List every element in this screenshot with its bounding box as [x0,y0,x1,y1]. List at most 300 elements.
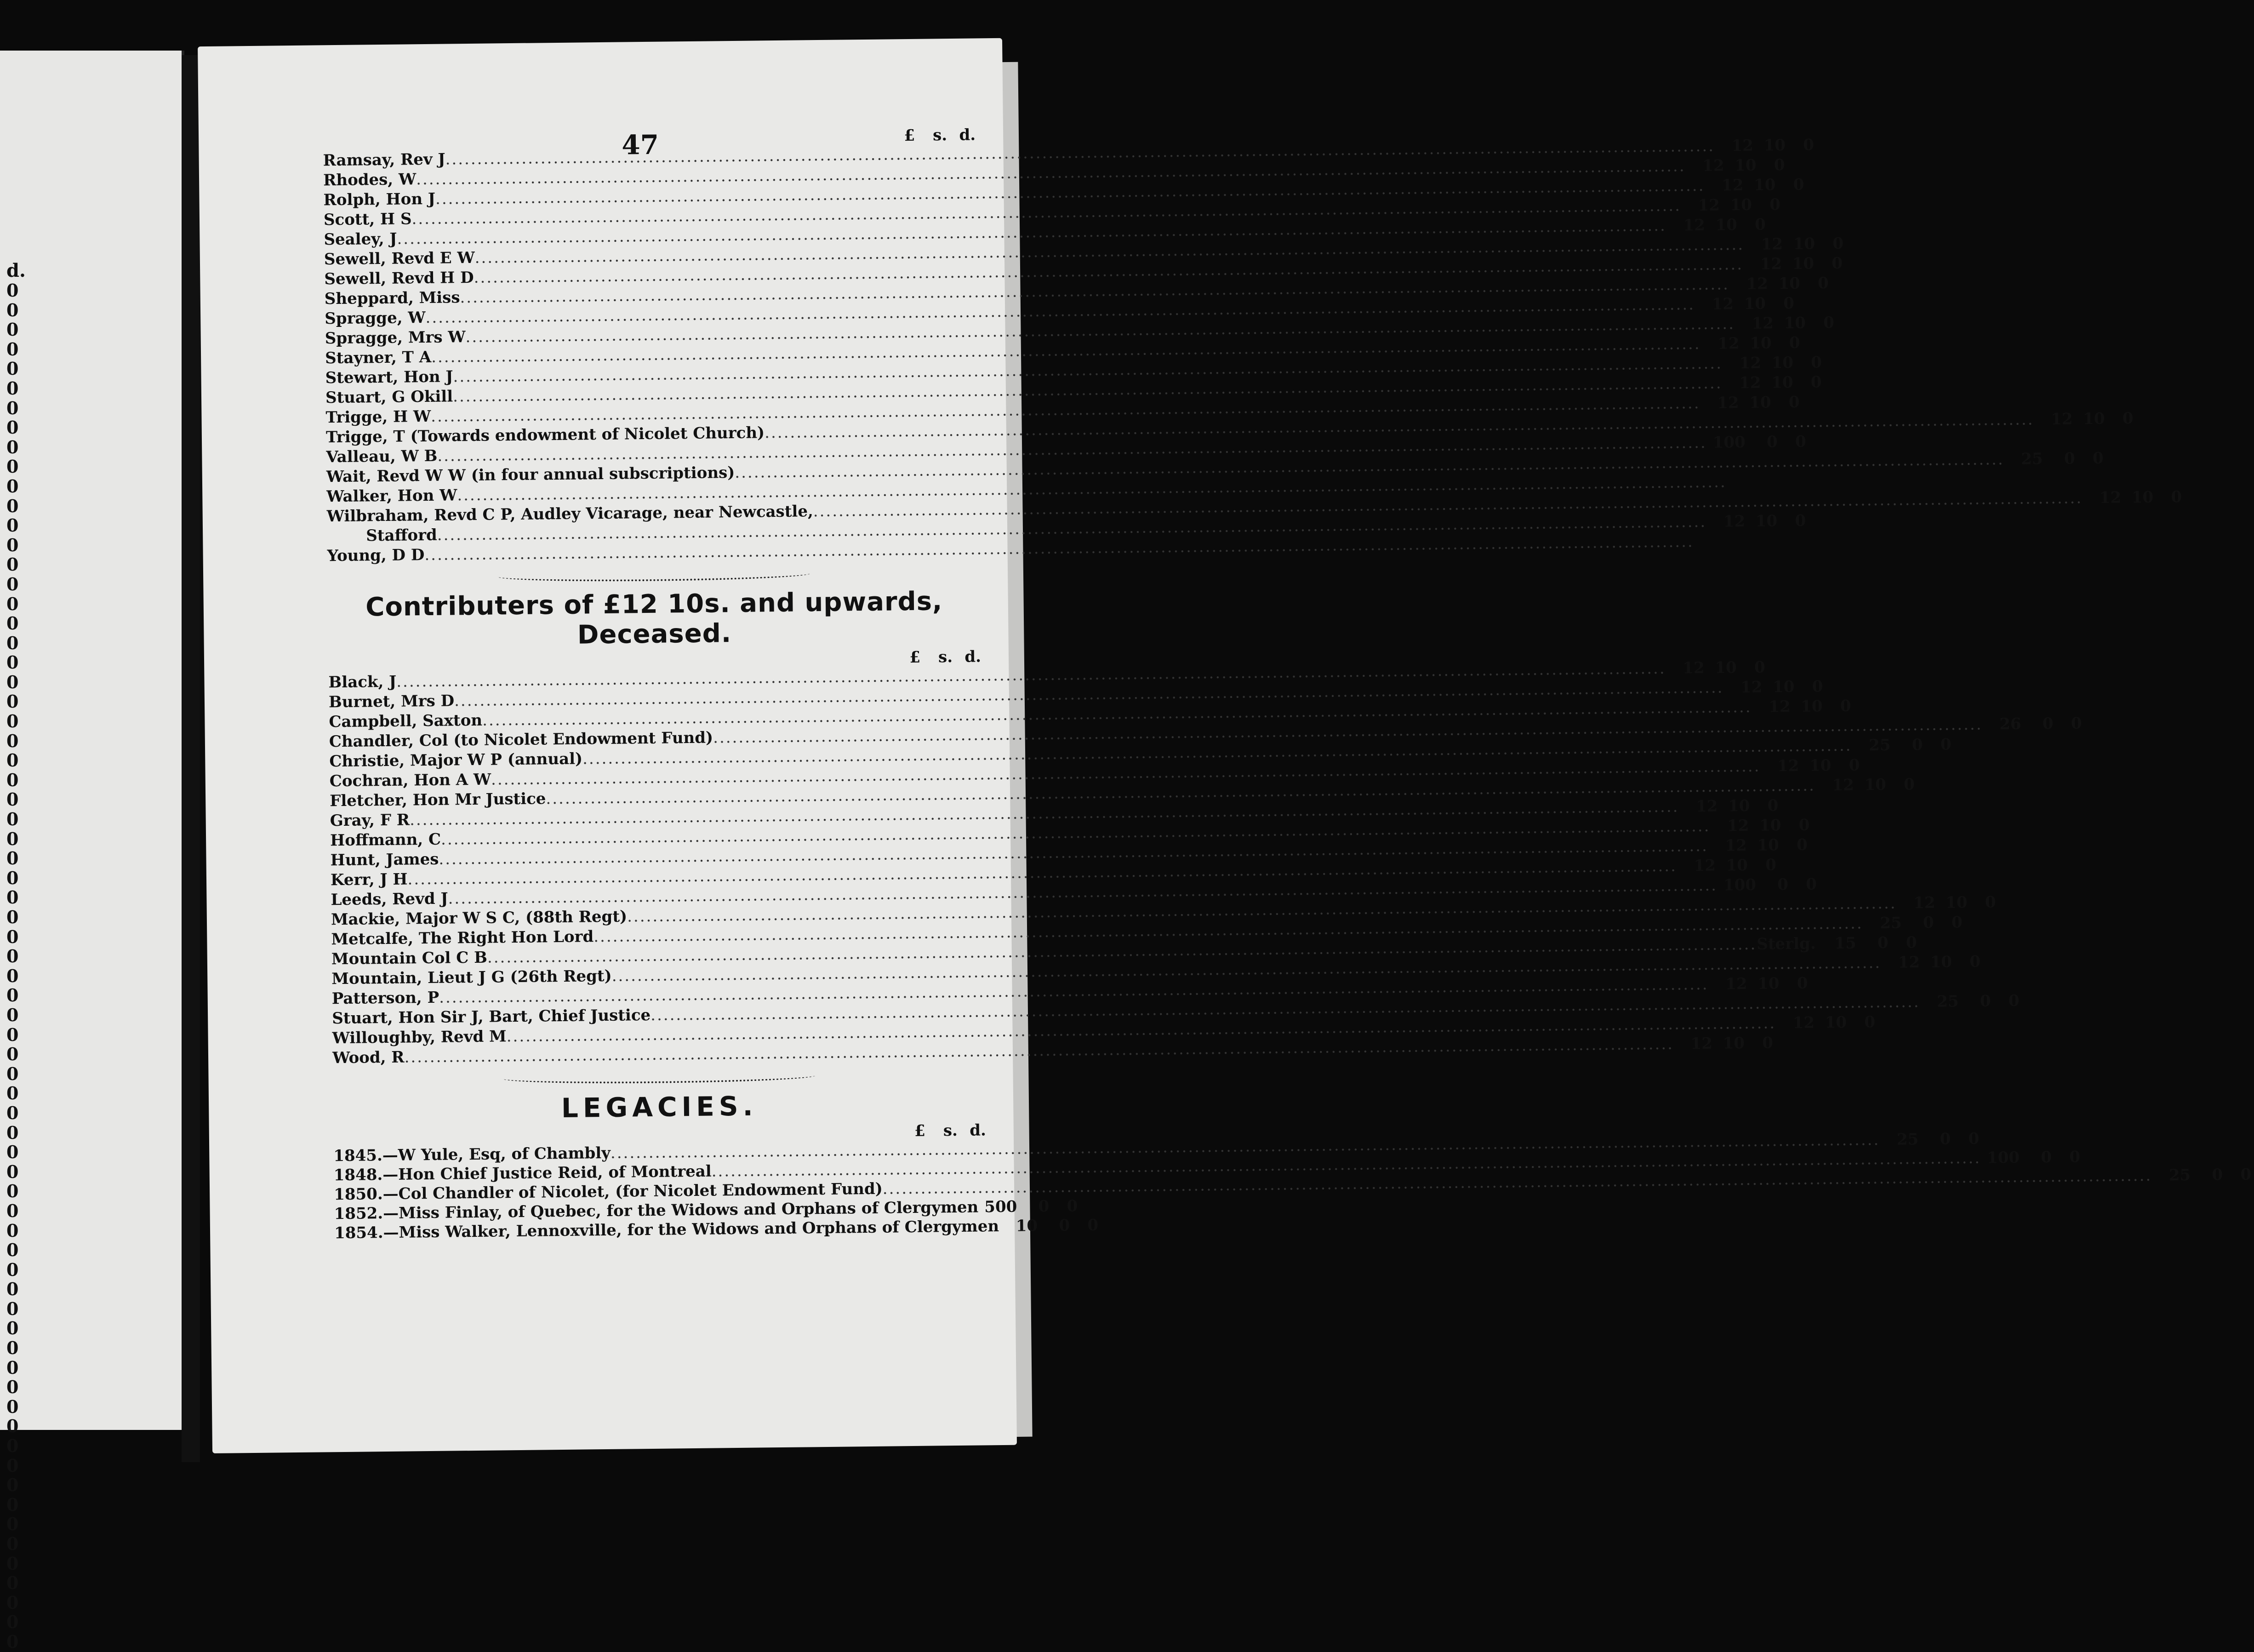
pence-value: 0 [1788,875,1817,895]
entry-name: Sealey, J [324,229,397,250]
pounds-value: 12 [1735,314,1774,334]
entry-amount [1674,1033,1773,1054]
entry-name: Gray, F R [330,810,410,831]
entry-amount [1881,952,1980,973]
shillings-value: 10 [1920,952,1952,972]
entry-name: Rhodes, W [323,170,417,190]
pence-value: 0 [6,1436,34,1456]
pounds-value: 12 [1743,254,1782,274]
pounds-value: 12 [1666,216,1705,236]
pence-value: 0 [1847,1012,1875,1033]
entry-name: Kerr, J H [331,869,408,890]
pence-value: 0 [1800,274,1829,294]
entry-amount [2152,1165,2251,1185]
pence-value: 0 [6,1064,34,1084]
shillings-value: 0 [1918,1129,1951,1149]
entry-name: Spragge, W [325,308,426,329]
pounds-value: 12 [1710,816,1749,836]
shillings-value: 10 [1739,393,1771,413]
entry-amount [1666,215,1766,235]
entry-amount [1700,393,1799,413]
pence-value: 0 [1745,1033,1773,1053]
shillings-value: 10 [1753,136,1786,156]
pence-value: 0 [6,1280,34,1299]
entry-name: Ramsay, Rev J [323,150,445,171]
entry-amount [1735,313,1834,334]
pence-value: 0 [1951,1129,1979,1149]
entry-name: 1850.—Col Chandler of Nicolet, (for Nicolet Endowment Fund) [334,1179,883,1204]
left-column-values [6,281,34,1652]
entry-name: Valleau, W B [326,446,437,468]
pence-value: 0 [1756,155,1785,176]
pence-value: 0 [1752,195,1780,215]
shillings-value: 10 [1761,373,1793,393]
entry-amount [1718,875,1817,895]
shillings-value: 10 [1734,294,1766,314]
entry-name: Hoffmann, C [330,830,441,851]
pence-value: 0 [6,947,34,966]
pence-value: 0 [6,732,34,751]
entry-amount [1685,155,1785,176]
pence-value: 0 [6,1378,34,1397]
entry-name: Mackie, Major W S C, (88th Regt) [331,907,628,930]
pounds-value: 25 [2004,449,2043,469]
shillings-value: 0 [2020,1148,2052,1167]
pence-value: 0 [6,1006,34,1025]
pence-value: 0 [6,1084,34,1103]
entry-amount [1700,333,1800,354]
entry-name: Wilbraham, Revd C P, Audley Vicarage, near Newcastle, [327,502,813,526]
pence-value: 0 [2153,487,2182,508]
entry-name: Trigge, T (Towards endowment of Nicolet Church) [326,423,765,447]
entry-name: Cochran, Hon A W [330,770,491,792]
pounds-value: 12 [1677,856,1716,876]
pounds-value: 12 [1705,176,1743,196]
pence-value: 0 [6,712,34,732]
pence-value: 0 [1771,393,1799,413]
pence-header: d. [947,126,976,144]
entry-name: Stuart, Hon Sir J, Bart, Chief Justice [332,1006,651,1029]
pence-value: 0 [6,1201,34,1221]
pounds-value: 100 [1981,1148,2020,1168]
entry-amount [1694,546,1793,547]
pounds-value: 12 [1881,953,1920,973]
pence-value: 0 [6,1240,34,1260]
pence-value: 0 [6,1299,34,1319]
pounds-value: 12 [1681,196,1720,216]
legacies-list [333,1139,987,1243]
pence-value: 0 [6,1632,34,1652]
entry-amount [1708,835,1808,856]
pence-value: 0 [6,1143,34,1162]
pence-value: 0 [6,1182,34,1201]
pence-value: 0 [6,301,34,320]
pence-value: 0 [1934,913,1962,933]
pence-value: 0 [1777,432,1806,452]
entry-name: Mountain, Lieut J G (26th Regt) [331,966,612,989]
pounds-value: 12 [2034,409,2072,429]
pence-value: 0 [6,849,34,869]
left-page-pence-column [6,260,34,1652]
pence-value: 0 [1771,333,1800,354]
entry-amount [1705,175,1804,196]
entry-name: Hunt, James [330,850,439,870]
entry-name: Stuart, G Okill [325,387,453,408]
entry-name: 1854.—Miss Walker, Lennoxville, for the Widows and Orphans of Clergymen [334,1217,999,1243]
pence-value: 0 [6,1515,34,1534]
pence-value: 0 [1888,933,1917,953]
shilling-header: s. [920,648,953,667]
entry-amount [1708,974,1808,995]
shillings-value: 0 [2021,714,2053,734]
pounds-value: 12 [1752,697,1790,717]
pence-value: 0 [6,1045,34,1064]
shillings-value: 0 [1958,991,1991,1012]
entry-amount [1715,135,1814,156]
pence-value: 0 [6,1338,34,1358]
pounds-value: 12 [1723,354,1761,374]
shillings-value: 10 [1743,175,1775,195]
shillings-value: 10 [1724,156,1756,176]
entry-name: Christie, Major W P (annual) [329,749,582,772]
pence-value: 0 [6,614,34,634]
entry-amount [1817,933,1917,954]
pence-value: 0 [1793,353,1822,373]
pounds-value: 25 [1852,736,1890,756]
pence-value: 0 [1967,892,1996,913]
shillings-value: 0 [1856,933,1888,954]
entry-amount [1920,991,2019,1012]
deceased-title: Contributers of £12 10s. and upwards, Deceased. [328,586,981,652]
pence-value: 0 [6,1397,34,1417]
left-column-header: d. [6,260,34,281]
pence-value: 0 [6,1358,34,1378]
pence-header: d. [953,647,981,666]
pence-value: 0 [6,516,34,536]
pence-value: 0 [2052,1147,2080,1167]
pence-value: 0 [1952,952,1980,972]
entry-amount [1677,855,1776,876]
entry-amount [1880,1129,1979,1149]
entry-amount [1722,372,1821,393]
pounds-value: 12 [1776,1013,1815,1033]
left-page [0,51,184,1430]
pence-value: 0 [6,1260,34,1280]
entry-name: Campbell, Saxton [329,711,482,732]
entry-name: Wait, Revd W W (in four annual subscriptions) [326,463,735,487]
pence-value: 0 [6,1612,34,1632]
entry-amount [1727,486,1826,487]
pence-value: 0 [1786,135,1814,155]
entry-name: Trigge, H W [325,407,431,428]
pence-value: 0 [1831,755,1860,776]
entry-amount [1863,913,1962,933]
shillings-value: 10 [1774,314,1806,334]
shillings-value: 10 [1718,796,1750,817]
pounds-value: 12 [1706,512,1745,532]
entry-name: Stewart, Hon J [325,367,453,388]
entry-amount [1681,195,1780,216]
pence-value: 0 [6,536,34,555]
entry-name: Chandler, Col (to Nicolet Endowment Fund) [329,728,713,752]
pence-value: 0 [6,320,34,340]
pounds-value: 12 [1723,678,1762,698]
shillings-value: 0 [2191,1165,2223,1185]
section-divider [502,1069,815,1085]
pence-value: 0 [6,594,34,614]
entry-name: Sewell, Revd H D [324,268,474,289]
pence-value: 0 [2053,714,2082,734]
pence-value: 0 [6,908,34,927]
pence-value: 0 [1814,254,1843,274]
shillings-value: 10 [1854,775,1886,795]
pence-value: 0 [6,1573,34,1593]
right-page [198,38,1017,1453]
pence-value: 0 [1750,796,1778,816]
pence-value: 0 [1777,511,1806,532]
shillings-value: 10 [2072,409,2105,429]
entry-note: Sterlg. [1757,934,1818,954]
pence-value: 0 [6,1221,34,1241]
entry-amount [1896,892,1996,913]
shillings-value: 10 [1712,1034,1745,1054]
pence-value: 0 [6,379,34,399]
entry-amount [1776,1012,1875,1033]
shillings-value: 0 [1017,1197,1049,1217]
pounds-value: 12 [1708,836,1747,856]
pence-value: 0 [1793,372,1821,393]
pounds-value: 12 [1722,373,1761,394]
pence-header: d. [958,1121,986,1140]
entry-amount [1729,274,1829,294]
pounds-value: 12 [1700,334,1739,354]
pounds-value: 12 [1715,136,1753,156]
entry-amount [2004,449,2103,469]
pounds-value: 12 [1666,658,1704,679]
pence-value: 0 [1886,775,1915,795]
shillings-value: 10 [1716,856,1748,876]
entry-amount [1744,234,1843,255]
pence-value: 0 [1923,735,1951,755]
pence-value: 0 [1737,215,1766,235]
shillings-value: 0 [1890,735,1923,755]
pounds-value: 25 [1863,913,1901,933]
pounds-value: 12 [1744,234,1783,255]
pence-value: 0 [6,1319,34,1338]
entry-name: Mountain Col C B [331,948,488,970]
pence-value: 0 [1794,677,1823,697]
pound-header: £ [882,648,920,667]
pence-value: 0 [6,927,34,947]
pence-value: 0 [6,673,34,692]
pence-value: 0 [6,634,34,653]
pounds-value: 100 [1718,875,1756,896]
book-spine [182,55,200,1462]
entry-amount [999,1216,1098,1236]
entry-name: Walker, Hon W [326,486,457,507]
pound-header: £ [887,1122,925,1141]
entry-amount [1981,1147,2080,1167]
shilling-header: s. [915,126,947,145]
shillings-value: 10 [1790,697,1822,717]
pence-value: 0 [1736,658,1765,678]
pence-value: 0 [6,888,34,908]
pounds-value: 12 [1685,156,1724,176]
entry-name: Sheppard, Miss [325,288,460,309]
pence-value: 0 [6,457,34,477]
pence-value: 0 [1779,835,1808,856]
pounds-value: 12 [1815,776,1854,796]
shillings-value: 10 [1799,756,1831,776]
pence-value: 0 [1991,991,2019,1012]
entry-amount [1815,775,1915,795]
pence-value: 0 [6,966,34,986]
pence-value: 0 [1822,697,1851,717]
pounds-value: 26 [1982,715,2021,735]
pence-value: 0 [1070,1216,1098,1235]
pence-value: 0 [1775,175,1804,195]
pence-value: 0 [1766,294,1794,314]
shilling-header: s. [925,1121,958,1140]
entry-name: Leeds, Revd J [331,889,448,910]
entry-amount [1982,714,2082,734]
entry-amount [1710,816,1809,836]
pence-value: 0 [6,1025,34,1045]
pence-value: 0 [1806,313,1834,333]
entry-name: Patterson, P [332,988,439,1009]
entry-name: Spragge, Mrs W [325,327,465,349]
shillings-value [1765,486,1797,487]
shillings-value: 10 [1935,893,1967,913]
pence-value: 0 [6,281,34,301]
pence-value: 0 [6,575,34,594]
shillings-value: 10 [1782,254,1814,274]
pounds-value: 25 [1880,1130,1918,1149]
entry-amount [1666,658,1765,679]
entry-amount [1723,353,1822,373]
pence-value: 0 [1815,234,1843,254]
shillings-value: 10 [1747,835,1779,856]
deceased-list [328,666,985,1068]
pounds-value: 12 [1700,393,1739,413]
pence-value: 0 [6,497,34,516]
entry-name: Sewell, Revd E W [324,248,475,269]
pounds-value: 100 [1707,433,1746,453]
entry-name: 1852.—Miss Finlay, of Quebec, for the Widows and Orphans of Clergymen [334,1198,978,1224]
entry-name: Stafford [366,526,437,546]
entry-amount [1752,697,1851,717]
entry-name: Black, J [328,672,396,693]
pence-value: 0 [1748,855,1776,875]
shillings-value: 0 [1038,1216,1070,1235]
pence-value: 0 [2223,1165,2251,1185]
pounds-value: 12 [1896,893,1935,914]
pence-value: 0 [6,1417,34,1436]
pence-value: 0 [1779,974,1808,994]
pence-value: 0 [6,1123,34,1143]
shillings-value: 10 [1815,1013,1847,1033]
entry-name: Wood, R [332,1048,405,1069]
pounds-value: 25 [1920,992,1958,1012]
entry-name: Rolph, Hon J [323,189,435,211]
entry-name: 1845.—W Yule, Esq, of Chambly [333,1143,611,1166]
pounds-value: 12 [1674,1034,1712,1054]
pence-value: 0 [6,1475,34,1495]
shillings-value: 10 [1747,974,1779,994]
pound-header: £ [876,126,915,145]
shillings-value: 0 [1901,913,1934,933]
shillings-value: 10 [2121,488,2153,508]
pence-value: 0 [6,399,34,418]
entry-amount [1723,677,1823,697]
pence-value: 0 [6,810,34,829]
pence-value: 0 [2075,449,2103,469]
pence-value: 0 [6,790,34,810]
pence-value: 0 [1781,816,1809,836]
entry-name: Young, D D [327,545,424,566]
shillings-value: 10 [1768,274,1800,294]
pence-value: 0 [6,340,34,360]
pence-value: 0 [1049,1196,1078,1216]
pence-value: 0 [6,692,34,712]
shillings-value: 10 [1749,816,1781,836]
pounds-value: 25 [2152,1166,2191,1185]
shillings-value: 10 [1720,195,1752,216]
pounds-value: 12 [2083,488,2121,508]
page-content [323,126,987,1243]
pounds-value [1694,546,1733,547]
legacies-title: LEGACIES. [333,1088,986,1126]
shillings-value: 10 [1704,658,1736,678]
shillings-value: 10 [1762,677,1794,697]
entry-name: Metcalfe, The Right Hon Lord [331,927,593,949]
pence-value: 0 [6,418,34,438]
pence-value: 0 [6,1554,34,1574]
pence-value: 0 [6,751,34,771]
pence-value: 0 [6,829,34,849]
entry-amount [1852,735,1951,755]
pounds-value: 12 [1729,274,1768,294]
pence-value: 0 [6,771,34,790]
entry-amount [2034,409,2133,429]
shillings-value: 0 [1756,875,1788,895]
entry-name: 1848.—Hon Chief Justice Reid, of Montreal [334,1162,712,1185]
pence-value: 0 [6,438,34,457]
pence-value: 0 [6,1456,34,1476]
contributors-list [323,144,980,566]
entry-amount [2083,487,2182,508]
pence-value: 0 [6,1103,34,1123]
entry-amount [1706,511,1806,532]
shillings-value: 0 [1745,432,1777,452]
entry-amount [978,1196,1078,1217]
pence-value: 0 [6,477,34,497]
entry-amount [1743,254,1843,274]
entry-name: Fletcher, Hon Mr Justice [330,789,546,811]
pence-value: 0 [6,653,34,673]
pounds-value: 10 [999,1216,1038,1236]
shillings-value: 10 [1745,511,1777,532]
pence-value: 0 [6,869,34,888]
pounds-value: 12 [1695,294,1734,314]
shillings-value: 0 [2043,449,2075,469]
pounds-value: 15 [1817,933,1856,954]
pence-value: 0 [6,1534,34,1554]
entry-name: Willoughby, Revd M [332,1027,507,1048]
pounds-value: 12 [1760,756,1799,777]
entry-name: Stayner, T A [325,348,431,368]
entry-amount [1679,796,1778,817]
